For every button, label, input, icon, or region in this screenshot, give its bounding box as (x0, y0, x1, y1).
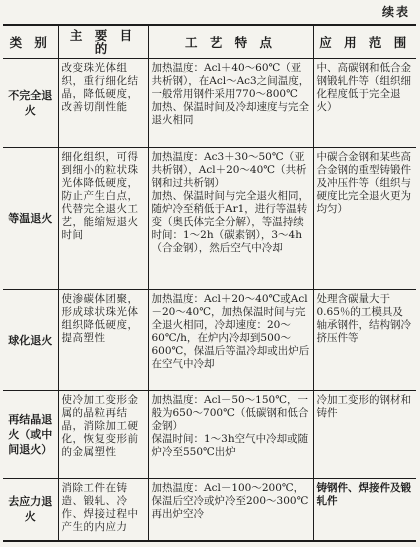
row-application: 冷加工变形的钢材和铸件 (313, 391, 416, 479)
row-application: 处理含碳量大于0.65％的工模具及轴承钢件，结构钢冷挤压件等 (313, 290, 416, 391)
table-row (3, 391, 416, 479)
continued-label: 续表 (381, 5, 410, 19)
column-header-purpose: 主 要 目 的 (58, 25, 148, 59)
column-header-process: 工 艺 特 点 (148, 25, 313, 59)
row-process: 加热温度：Acl－50～150℃，一般为650～700℃（低碳钢和低合金钢） 保温时间：1～3h空气中冷却或随炉冷至550℃出炉 (148, 391, 313, 479)
table-row (3, 148, 416, 290)
row-purpose: 使渗碳体团聚，形成球状珠光体组织降低硬度，提高塑性 (58, 290, 148, 391)
row-category: 再结晶退火（或中间退火） (3, 391, 58, 479)
row-process: 加热温度：Ac3＋30～50℃（亚共析钢），Acl＋20～40℃（共析钢和过共析钢） 加热、保温时间与完全退火相同，随炉冷至稍低于Ar1，进行等温转变（奥氏体完全分解），等温持续时间：1～2h（碳素钢），3～4h（合金钢），然后空气中冷却 (148, 148, 313, 290)
row-process: 加热温度：Acl＋20～40℃或Acl－20～40℃，加热保温时间与完全退火相同，冷却速度：20～60℃/h，在炉内冷却到500～600℃，保温后等温冷却或出炉后在空气中冷却 (148, 290, 313, 391)
row-category: 球化退火 (3, 290, 58, 391)
row-process: 加热温度：Acl－100～200℃，保温后空冷或炉冷至200～300℃再出炉空冷 (148, 479, 313, 541)
table-header-row (3, 25, 416, 59)
column-header-category: 类 别 (3, 25, 58, 59)
annealing-table (3, 24, 416, 542)
row-application: 中碳合金钢和某些高合金钢的重型铸锻件及冲压件等（组织与硬度比完全退火更为均匀） (313, 148, 416, 290)
table-row (3, 290, 416, 391)
row-category: 等温退火 (3, 148, 58, 290)
row-purpose: 消除工件在铸造、锻轧、冷作、焊接过程中产生的内应力 (58, 479, 148, 541)
row-application: 中、高碳钢和低合金钢锻轧件等（组织细化程度低于完全退火） (313, 59, 416, 148)
table-row (3, 59, 416, 148)
row-category: 不完全退火 (3, 59, 58, 148)
row-purpose: 使冷加工变形金属的晶粒再结晶，消除加工硬化，恢复变形前的金属塑性 (58, 391, 148, 479)
row-process: 加热温度：Acl＋40～60℃（亚共析钢），在Acl～Ac3之间温度，一般常用钢件采用770～800℃ 加热、保温时间及冷却速度与完全退火相同 (148, 59, 313, 148)
row-purpose: 细化组织，可得到细小的粒状珠光体降低硬度，防止产生白点，代替完全退火工艺，能缩短退火时间 (58, 148, 148, 290)
row-category: 去应力退火 (3, 479, 58, 541)
row-application: 铸钢件、焊接件及锻轧件 (313, 479, 416, 541)
row-purpose: 改变珠光体组织，重行细化结晶，降低硬度，改善切削性能 (58, 59, 148, 148)
table-row (3, 479, 416, 541)
column-header-application: 应 用 范 围 (313, 25, 416, 59)
